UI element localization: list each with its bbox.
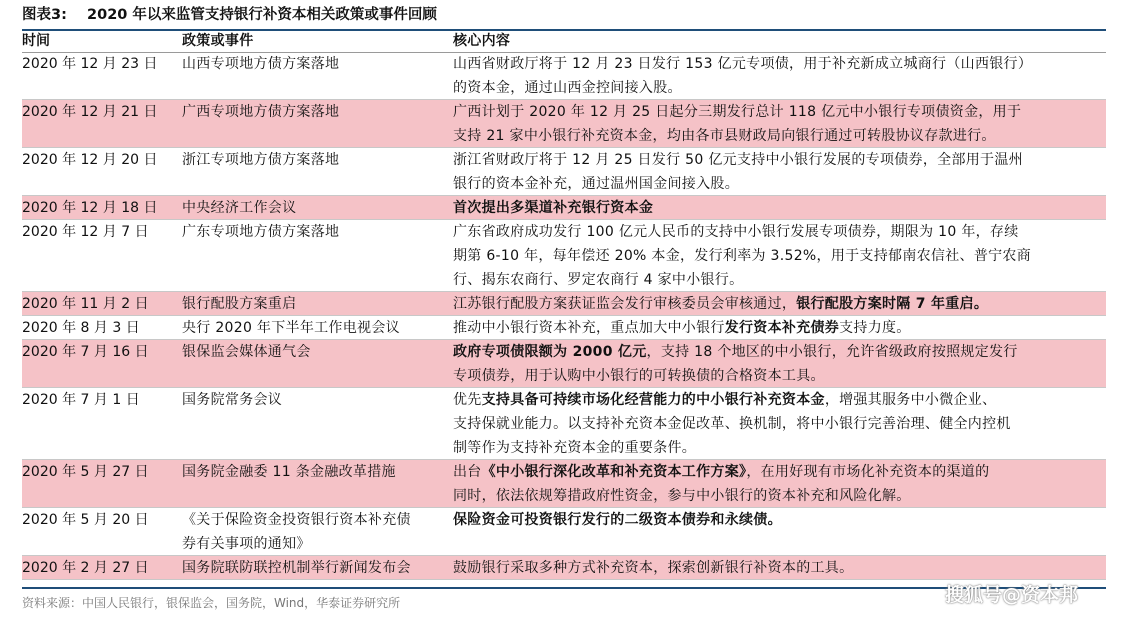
row-content <box>453 292 1103 316</box>
row-content <box>453 508 1103 532</box>
content-bold: 首次提出多渠道补充银行资本金 <box>453 200 654 216</box>
row-event: 银行配股方案重启 <box>182 296 297 312</box>
row-event: 山西专项地方债方案落地 <box>182 56 340 72</box>
row-event <box>182 508 442 556</box>
content-text: 出台 <box>453 464 482 480</box>
table-row <box>22 100 1106 148</box>
table-row <box>22 220 1106 292</box>
content-text: ，增强其服务中小微企业、 <box>824 392 997 408</box>
row-time: 2020 年 5 月 27 日 <box>22 464 149 480</box>
content-line: 期第 6-10 年，每年偿还 20% 本金，发行利率为 3.52%，用于支持郁南农信社、普宁农商 <box>453 248 1032 264</box>
content-bold: 支持具备可持续市场化经营能力的中小银行补充资本金 <box>481 392 825 408</box>
content-line: 同时，依法依规筹措政府性资金，参与中小银行的资本补充和风险化解。 <box>453 488 911 504</box>
row-content <box>453 340 1103 388</box>
row-event: 浙江专项地方债方案落地 <box>182 152 340 168</box>
row-time: 2020 年 12 月 7 日 <box>22 224 149 240</box>
content-text: 江苏银行配股方案获证监会发行审核委员会审核通过， <box>453 296 797 312</box>
content-text: ，支持 18 个地区的中小银行，允许省级政府按照规定发行 <box>646 344 1018 360</box>
content-bold: 保险资金可投资银行发行的二级资本债券和永续债。 <box>453 512 782 528</box>
row-time: 2020 年 2 月 27 日 <box>22 560 149 576</box>
table-row <box>22 340 1106 388</box>
table-row <box>22 460 1106 508</box>
content-line: 制等作为支持补充资本金的重要条件。 <box>453 440 697 456</box>
header-content: 核心内容 <box>453 33 511 49</box>
content-text: 鼓励银行采取多种方式补充资本，探索创新银行补资本的工具。 <box>453 560 854 576</box>
content-line: 专项债券，用于认购中小银行的可转换债的合格资本工具。 <box>453 368 825 384</box>
content-line: 广西计划于 2020 年 12 月 25 日起分三期发行总计 118 亿元中小银行专项债资金，用于 <box>453 104 1022 120</box>
content-text: 支持力度。 <box>839 320 911 336</box>
header-time: 时间 <box>22 33 50 49</box>
row-time: 2020 年 12 月 18 日 <box>22 200 158 216</box>
content-line: 支持 21 家中小银行补充资本金，均由各市县财政局向银行通过可转股协议存款进行。 <box>453 128 996 144</box>
content-text: ，在用好现有市场化补充资本的渠道的 <box>746 464 990 480</box>
figure-title <box>22 2 1106 31</box>
row-content <box>453 556 1103 580</box>
row-content <box>453 388 1103 460</box>
table-row <box>22 508 1106 556</box>
content-line: 银行的资本金补充，通过温州国金间接入股。 <box>453 176 739 192</box>
row-event: 国务院常务会议 <box>182 392 283 408</box>
figure-title-text: 2020 年以来监管支持银行补资本相关政策或事件回顾 <box>87 7 437 23</box>
content-bold: 政府专项债限额为 2000 亿元 <box>453 344 647 360</box>
source-note: 资料来源：中国人民银行，银保监会，国务院，Wind，华泰证券研究所 <box>22 596 401 610</box>
row-event: 银保监会媒体通气会 <box>182 344 311 360</box>
table-row <box>22 388 1106 460</box>
row-content <box>453 220 1103 292</box>
content-bold: 《中小银行深化改革和补充资本工作方案》 <box>481 464 747 480</box>
table-row <box>22 52 1106 100</box>
row-time: 2020 年 8 月 3 日 <box>22 320 140 336</box>
row-event: 中央经济工作会议 <box>182 200 297 216</box>
row-event: 广西专项地方债方案落地 <box>182 104 340 120</box>
row-event: 央行 2020 年下半年工作电视会议 <box>182 320 400 336</box>
content-text: 优先 <box>453 392 482 408</box>
event-line: 券有关事项的通知》 <box>182 536 311 552</box>
table-header <box>22 30 1106 53</box>
content-line: 浙江省财政厅将于 12 月 25 日发行 50 亿元支持中小银行发展的专项债券，全部用于温州 <box>453 152 1023 168</box>
row-time: 2020 年 11 月 2 日 <box>22 296 149 312</box>
table-body <box>22 52 1106 580</box>
content-line: 的资本金，通过山西金控间接入股。 <box>453 80 682 96</box>
content-line: 支持保就业能力。以支持补充资本金促改革、换机制，将中小银行完善治理、健全内控机 <box>453 416 1011 432</box>
row-content <box>453 316 1103 340</box>
table-row <box>22 316 1106 340</box>
row-content <box>453 100 1103 148</box>
row-content <box>453 196 1103 220</box>
figure-label: 图表3: <box>22 7 67 23</box>
row-content <box>453 52 1103 100</box>
row-content <box>453 148 1103 196</box>
content-text: 推动中小银行资本补充，重点加大中小银行 <box>453 320 725 336</box>
watermark: 搜狐号@资本邦 <box>945 584 1079 606</box>
row-time: 2020 年 12 月 23 日 <box>22 56 158 72</box>
content-bold: 发行资本补充债券 <box>724 320 840 336</box>
content-line: 行、揭东农商行、罗定农商行 4 家中小银行。 <box>453 272 744 288</box>
row-event: 国务院联防联控机制举行新闻发布会 <box>182 560 411 576</box>
row-event: 广东专项地方债方案落地 <box>182 224 340 240</box>
row-event: 国务院金融委 11 条金融改革措施 <box>182 464 396 480</box>
table-row <box>22 148 1106 196</box>
table-row <box>22 196 1106 220</box>
table-bottom-rule <box>22 587 1106 591</box>
table-row <box>22 292 1106 316</box>
row-content <box>453 460 1103 508</box>
content-bold: 银行配股方案时隔 7 年重启。 <box>796 296 989 312</box>
row-time: 2020 年 12 月 21 日 <box>22 104 158 120</box>
row-time: 2020 年 7 月 1 日 <box>22 392 140 408</box>
table-row <box>22 556 1106 580</box>
row-time: 2020 年 12 月 20 日 <box>22 152 158 168</box>
event-line: 《关于保险资金投资银行资本补充债 <box>182 512 411 528</box>
row-time: 2020 年 5 月 20 日 <box>22 512 149 528</box>
content-line: 广东省政府成功发行 100 亿元人民币的支持中小银行发展专项债券，期限为 10 年，存续 <box>453 224 1019 240</box>
row-time: 2020 年 7 月 16 日 <box>22 344 149 360</box>
content-line: 山西省财政厅将于 12 月 23 日发行 153 亿元专项债，用于补充新成立城商行（山西银行） <box>453 56 1033 72</box>
header-event: 政策或事件 <box>182 33 254 49</box>
